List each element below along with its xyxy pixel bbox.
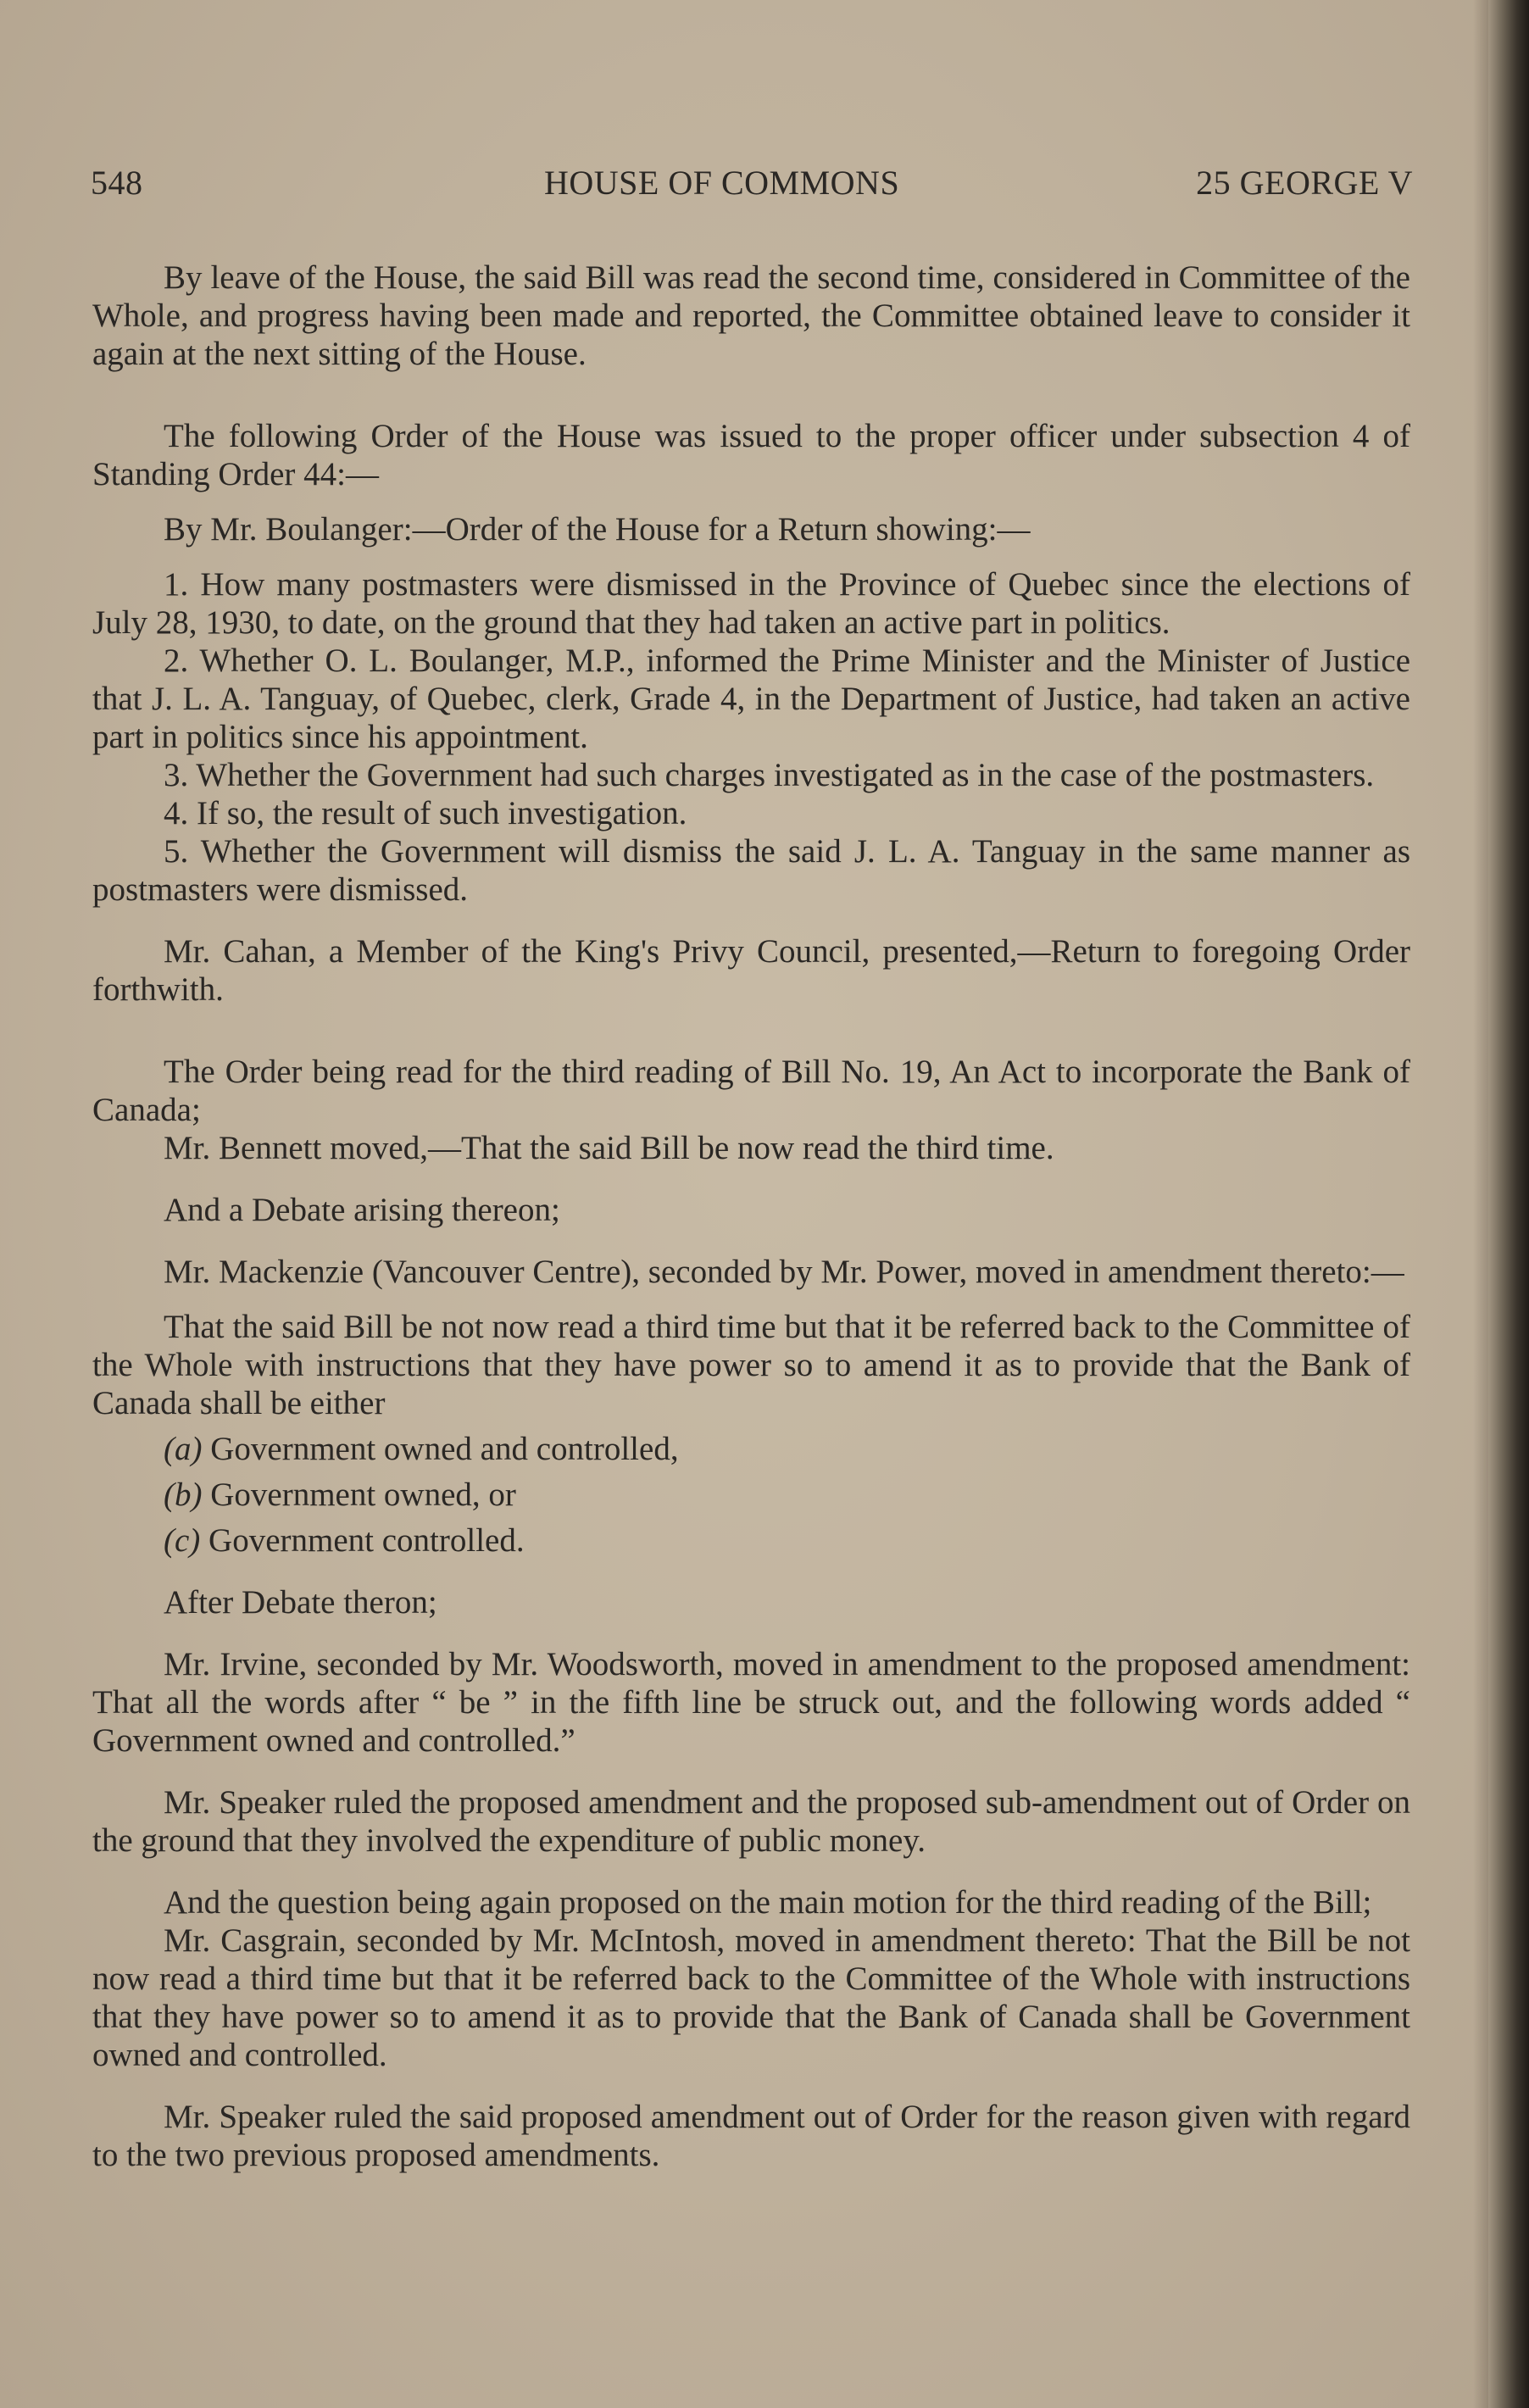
option-a (92, 1430, 1410, 1468)
paragraph: Mr. Speaker ruled the said proposed amendment out of Order for the reason given with regard to the two previous proposed amendments. (92, 2099, 1410, 2173)
paragraph: Mr. Irvine, seconded by Mr. Woodsworth, moved in amendment to the proposed amendment: That all the words after “ be ” in the fifth line be struck out, and the following words added “ Government owned and controlled.” (92, 1646, 1410, 1759)
paragraph: The Order being read for the third reading of Bill No. 19, An Act to incorporate the Bank of Canada; (92, 1054, 1410, 1128)
book-spine (1488, 0, 1529, 2408)
return-item-4: 4. If so, the result of such investigation. (164, 795, 687, 831)
paragraph: After Debate theron; (164, 1584, 437, 1621)
option-marker: (a) (164, 1431, 203, 1467)
page-number: 548 (91, 164, 143, 202)
return-item-2: 2. Whether O. L. Boulanger, M.P., informed the Prime Minister and the Minister of Justice that J. L. A. Tanguay, of Quebec, clerk, Grade 4, in the Department of Justice, had taken an active part in politics since his appointment. (92, 642, 1410, 755)
option-text: Government owned, or (210, 1476, 516, 1513)
return-item-5: 5. Whether the Government will dismiss the said J. L. A. Tanguay in the same manner as postmasters were dismissed. (92, 833, 1410, 908)
return-item-1: 1. How many postmasters were dismissed in the Province of Quebec since the elections of July 28, 1930, to date, on the ground that they had taken an active part in politics. (92, 566, 1410, 641)
running-header (91, 163, 1413, 205)
paragraph: Mr. Cahan, a Member of the King's Privy Council, presented,—Return to foregoing Order forthwith. (92, 933, 1410, 1008)
paragraph: And the question being again proposed on the main motion for the third reading of the Bill; (164, 1884, 1372, 1921)
journal-text (92, 259, 1410, 2174)
option-text: Government owned and controlled, (210, 1431, 679, 1467)
option-text: Government controlled. (208, 1522, 525, 1559)
option-marker: (b) (164, 1476, 203, 1513)
option-marker: (c) (164, 1522, 201, 1559)
paragraph: Mr. Speaker ruled the proposed amendment and the proposed sub-amendment out of Order on the ground that they involved the expenditure of public money. (92, 1784, 1410, 1859)
paragraph: The following Order of the House was issued to the proper officer under subsection 4 of Standing Order 44:— (92, 418, 1410, 492)
option-c (92, 1521, 1410, 1560)
gutter-shadow (1473, 0, 1488, 2408)
paragraph: Mr. Casgrain, seconded by Mr. McIntosh, moved in amendment thereto: That the Bill be not now read a third time but that it be referred back to the Committee of the Whole with instructions that they have power so to amend it as to provide that the Bank of Canada shall be Government owned and controlled. (92, 1922, 1410, 2073)
paragraph: And a Debate arising thereon; (164, 1192, 560, 1228)
header-reign: 25 GEORGE V (1196, 164, 1413, 202)
return-item-3: 3. Whether the Government had such charges investigated as in the case of the postmasters. (164, 757, 1375, 793)
header-title: HOUSE OF COMMONS (544, 164, 900, 202)
paragraph: By Mr. Boulanger:—Order of the House for a Return showing:— (164, 511, 1031, 548)
option-b (92, 1476, 1410, 1514)
paragraph: That the said Bill be not now read a third time but that it be referred back to the Committee of the Whole with instructions that they have power so to amend it as to provide that the Bank of Canada shall be either (92, 1309, 1410, 1421)
paragraph: Mr. Bennett moved,—That the said Bill be now read the third time. (164, 1130, 1054, 1166)
paragraph: By leave of the House, the said Bill was read the second time, considered in Committee of the Whole, and progress having been made and reported, the Committee obtained leave to consider it again at the next sitting of the House. (92, 259, 1410, 372)
paragraph: Mr. Mackenzie (Vancouver Centre), seconded by Mr. Power, moved in amendment thereto:— (164, 1254, 1404, 1290)
